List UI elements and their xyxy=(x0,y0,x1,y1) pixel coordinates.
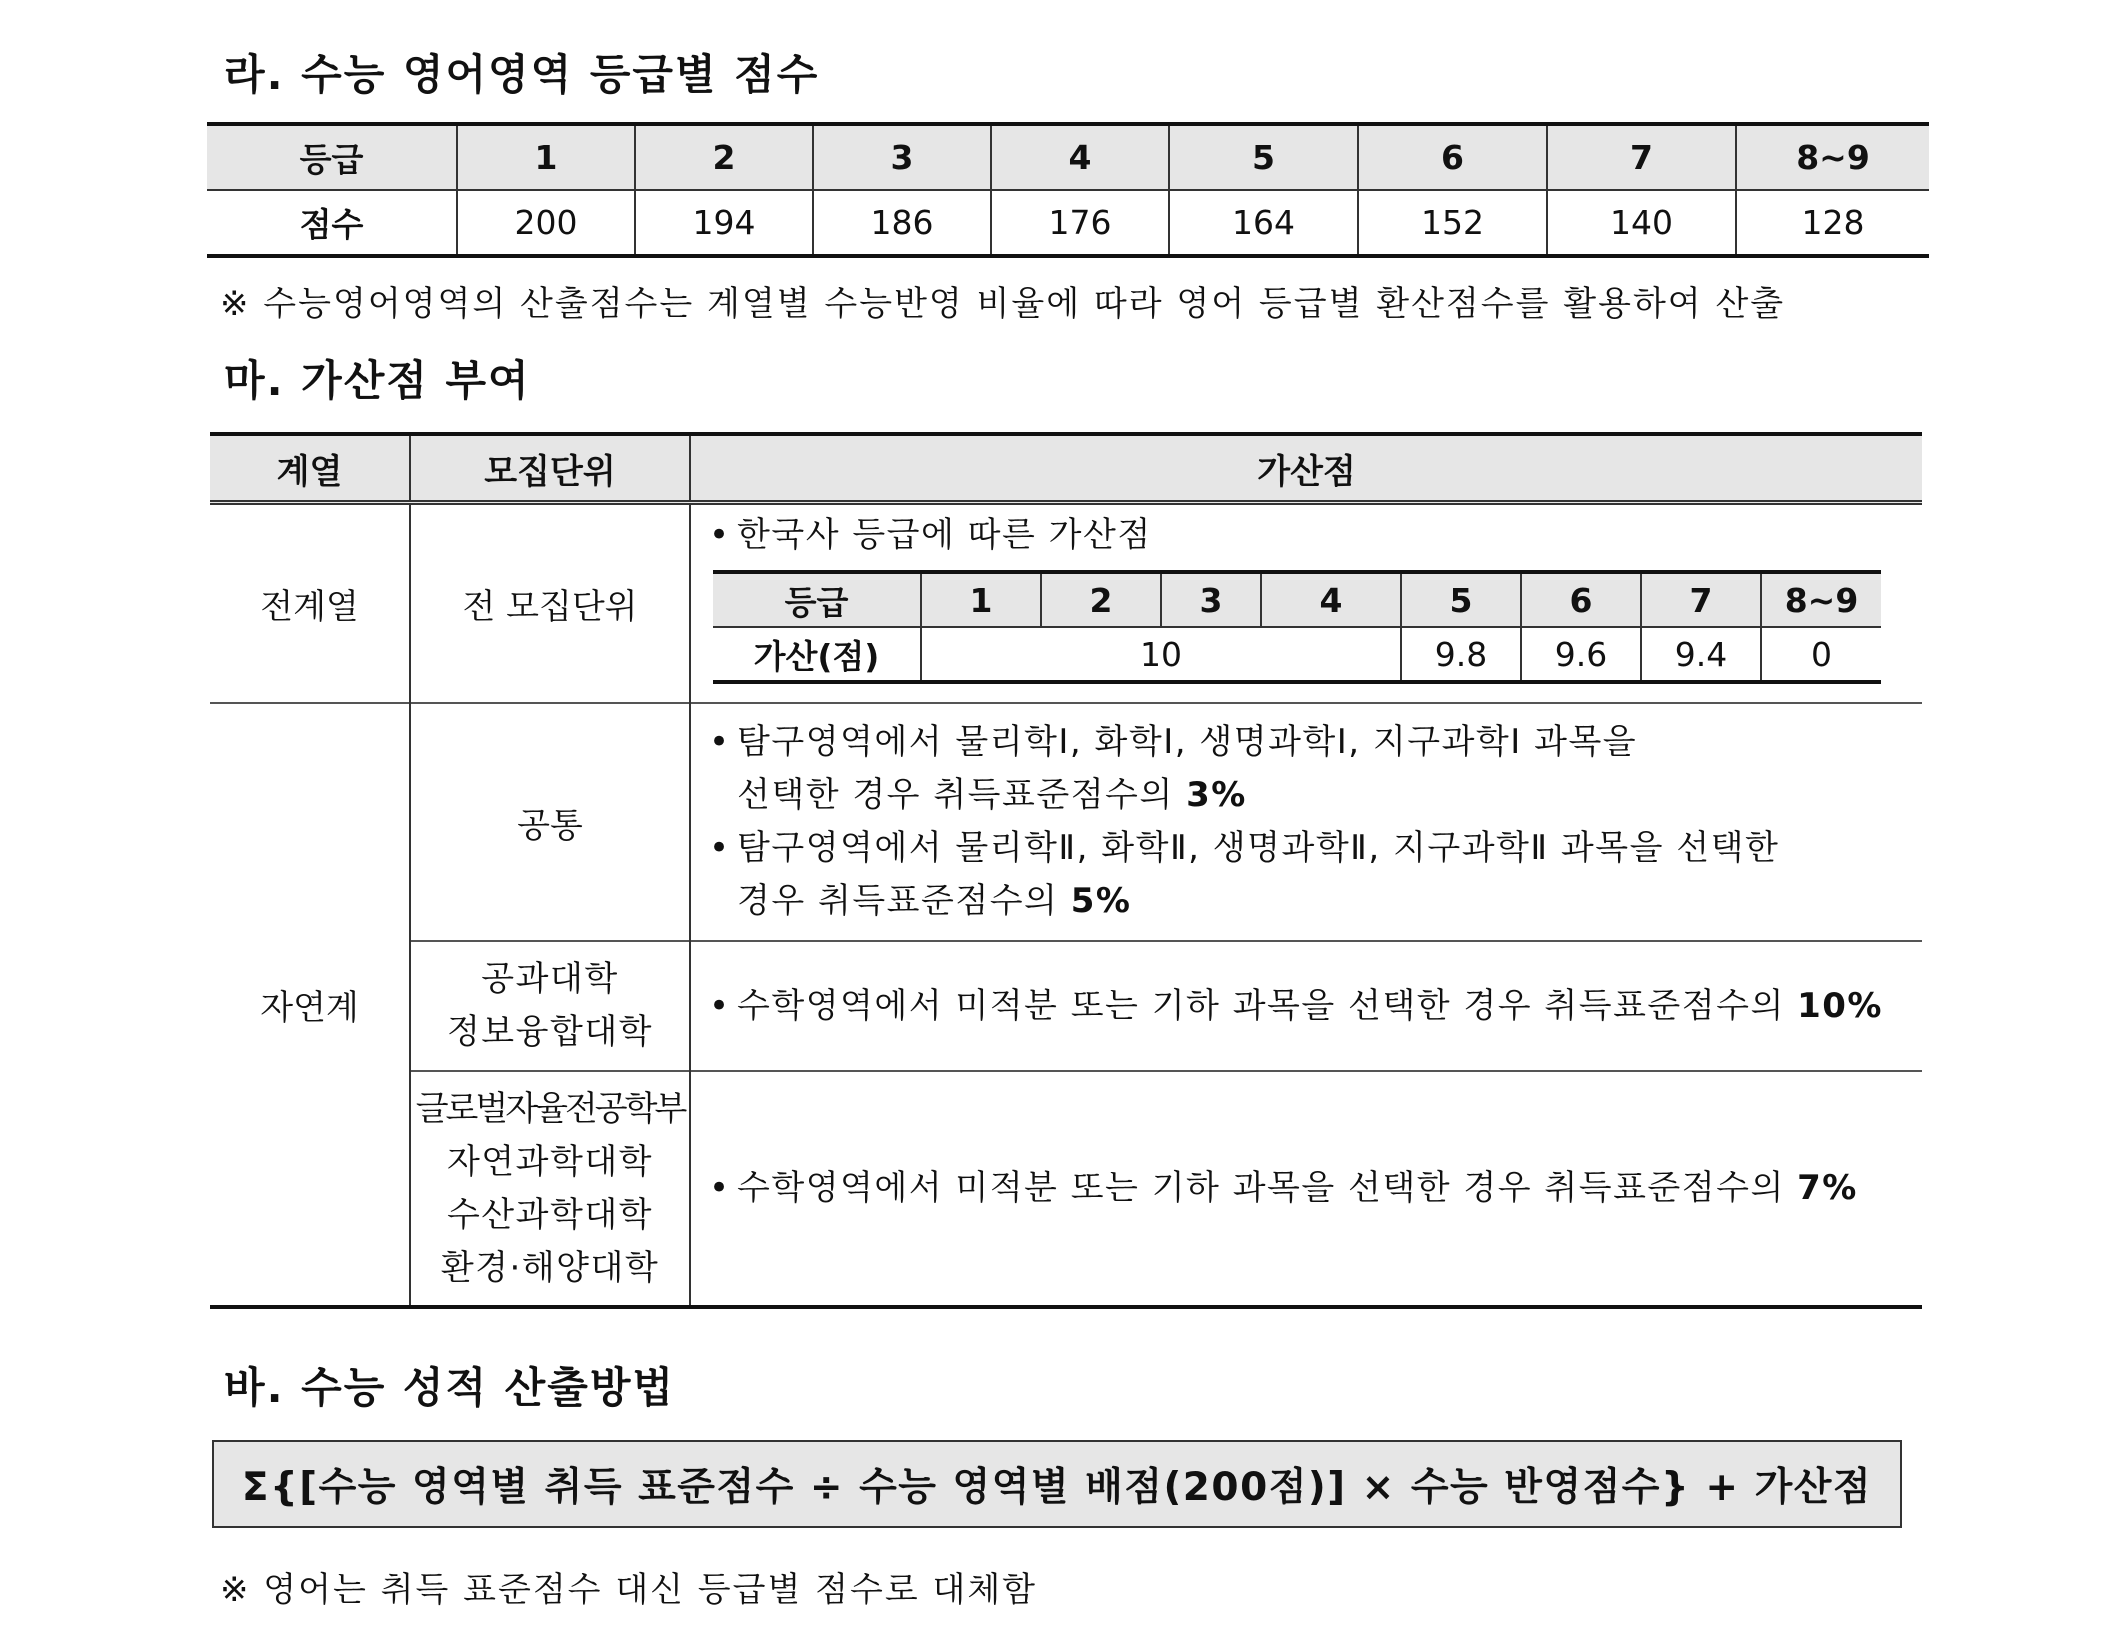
table-row xyxy=(713,627,1881,682)
section-title-ra: 라. 수능 영어영역 등급별 점수 xyxy=(224,50,820,99)
score-formula-box xyxy=(212,1440,1902,1528)
table-cell: 194 xyxy=(635,190,813,256)
table-row xyxy=(210,1071,1922,1307)
table-cell: 9.4 xyxy=(1641,627,1761,682)
table-header-cell: 계열 xyxy=(210,434,410,503)
table-cell: 가산(점) xyxy=(753,636,880,676)
bullet-text: 한국사 등급에 따른 가산점 xyxy=(737,515,1152,555)
bonus-cell xyxy=(690,1071,1922,1307)
table-cell: 8~9 xyxy=(1761,572,1881,627)
table-cell: 176 xyxy=(991,190,1169,256)
bullet-text: 수학영역에서 미적분 또는 기하 과목을 선택한 경우 취득표준점수의 xyxy=(737,985,1798,1026)
unit-cell xyxy=(410,1071,690,1307)
table-header-cell: 가산점 xyxy=(690,434,1922,503)
bullet-item: • 수학영역에서 미적분 또는 기하 과목을 선택한 경우 취득표준점수의 10% xyxy=(709,985,1883,1026)
table-cell: 152 xyxy=(1358,190,1547,256)
table-cell: 6 xyxy=(1358,124,1547,190)
table-cell: 4 xyxy=(991,124,1169,190)
bullet-text: 탐구영역에서 물리학Ⅱ, 화학Ⅱ, 생명과학Ⅱ, 지구과학Ⅱ 과목을 선택한 xyxy=(737,828,1780,868)
bullet-item: • 수학영역에서 미적분 또는 기하 과목을 선택한 경우 취득표준점수의 7% xyxy=(709,1168,1858,1208)
bullet-text: 경우 취득표준점수의 xyxy=(737,881,1071,921)
unit-line: 환경·해양대학 xyxy=(440,1247,660,1288)
bonus-cell xyxy=(690,941,1922,1071)
table-cell: 140 xyxy=(1547,190,1736,256)
table-cell: 4 xyxy=(1261,572,1401,627)
table-cell: 등급 xyxy=(207,124,457,190)
table-cell: 등급 xyxy=(713,572,921,627)
table-cell: 3 xyxy=(1161,572,1261,627)
unit-line: 자연과학대학 xyxy=(446,1141,654,1182)
table-header-cell: 모집단위 xyxy=(410,434,690,503)
unit-cell: 전 모집단위 xyxy=(410,503,690,704)
table-cell: 5 xyxy=(1169,124,1358,190)
bullet-text: 선택한 경우 취득표준점수의 xyxy=(737,775,1187,815)
table-cell-merged: 10 xyxy=(921,627,1401,682)
note-english: ※ 수능영어영역의 산출점수는 계열별 수능반영 비율에 따라 영어 등급별 환산점수를 활용하여 산출 xyxy=(220,284,1786,324)
table-cell: 200 xyxy=(457,190,635,256)
bullet-item: • 한국사 등급에 따른 가산점 xyxy=(709,509,1922,562)
unit-cell: 공통 xyxy=(410,703,690,941)
bullet-text: 탐구영역에서 물리학Ⅰ, 화학Ⅰ, 생명과학Ⅰ, 지구과학Ⅰ 과목을 xyxy=(737,722,1638,762)
table-row xyxy=(207,190,1929,256)
table-cell: 5 xyxy=(1401,572,1521,627)
table-cell: 0 xyxy=(1761,627,1881,682)
table-cell: 186 xyxy=(813,190,991,256)
table-cell: 6 xyxy=(1521,572,1641,627)
table-row xyxy=(210,503,1922,704)
table-cell: 7 xyxy=(1641,572,1761,627)
table-cell: 9.8 xyxy=(1401,627,1521,682)
table-cell: 2 xyxy=(635,124,813,190)
table-cell: 9.6 xyxy=(1521,627,1641,682)
category-cell: 전계열 xyxy=(260,587,359,627)
note-english-substitute: ※ 영어는 취득 표준점수 대신 등급별 점수로 대체함 xyxy=(220,1570,1038,1610)
table-cell: 2 xyxy=(1041,572,1161,627)
bullet-percent: 7% xyxy=(1797,1168,1858,1208)
table-cell: 점수 xyxy=(299,205,364,244)
section-title-ba: 바. 수능 성적 산출방법 xyxy=(224,1363,675,1412)
english-grade-score-table xyxy=(207,122,1929,258)
bullet-item: • 탐구영역에서 물리학Ⅱ, 화학Ⅱ, 생명과학Ⅱ, 지구과학Ⅱ 과목을 선택한 경우 취득표준점수의 5% xyxy=(709,828,1780,921)
bullet-item: • 탐구영역에서 물리학Ⅰ, 화학Ⅰ, 생명과학Ⅰ, 지구과학Ⅰ 과목을 선택한 경우 취득표준점수의 3% xyxy=(709,722,1638,815)
unit-line: 글로벌자율전공학부 xyxy=(415,1088,685,1129)
unit-line: 수산과학대학 xyxy=(446,1194,654,1235)
table-cell: 1 xyxy=(921,572,1041,627)
table-cell: 7 xyxy=(1547,124,1736,190)
table-cell: 164 xyxy=(1169,190,1358,256)
table-row xyxy=(210,941,1922,1071)
bullet-percent: 10% xyxy=(1797,985,1883,1026)
table-cell: 1 xyxy=(457,124,635,190)
table-header-row xyxy=(207,124,1929,190)
bullet-percent: 3% xyxy=(1186,775,1247,815)
table-cell: 3 xyxy=(813,124,991,190)
bonus-cell xyxy=(690,503,1922,704)
korean-history-bonus-table xyxy=(713,570,1881,684)
bullet-percent: 5% xyxy=(1070,881,1132,921)
section-title-ma: 마. 가산점 부여 xyxy=(224,356,531,405)
score-formula: Σ{[수능 영역별 취득 표준점수 ÷ 수능 영역별 배점(200점)] × 수능 반영점수} + 가산점 xyxy=(241,1465,1873,1510)
table-cell: 8~9 xyxy=(1736,124,1929,190)
unit-line: 정보융합대학 xyxy=(446,1012,654,1052)
unit-cell xyxy=(410,941,690,1071)
table-row xyxy=(210,703,1922,941)
bonus-points-table xyxy=(210,432,1922,1309)
bullet-text: 수학영역에서 미적분 또는 기하 과목을 선택한 경우 취득표준점수의 xyxy=(737,1168,1798,1208)
unit-line: 공과대학 xyxy=(481,959,619,999)
table-header-row xyxy=(713,572,1881,627)
table-header-row xyxy=(210,434,1922,503)
bonus-cell xyxy=(690,703,1922,941)
table-cell: 128 xyxy=(1736,190,1929,256)
category-cell: 자연계 xyxy=(210,703,410,1307)
